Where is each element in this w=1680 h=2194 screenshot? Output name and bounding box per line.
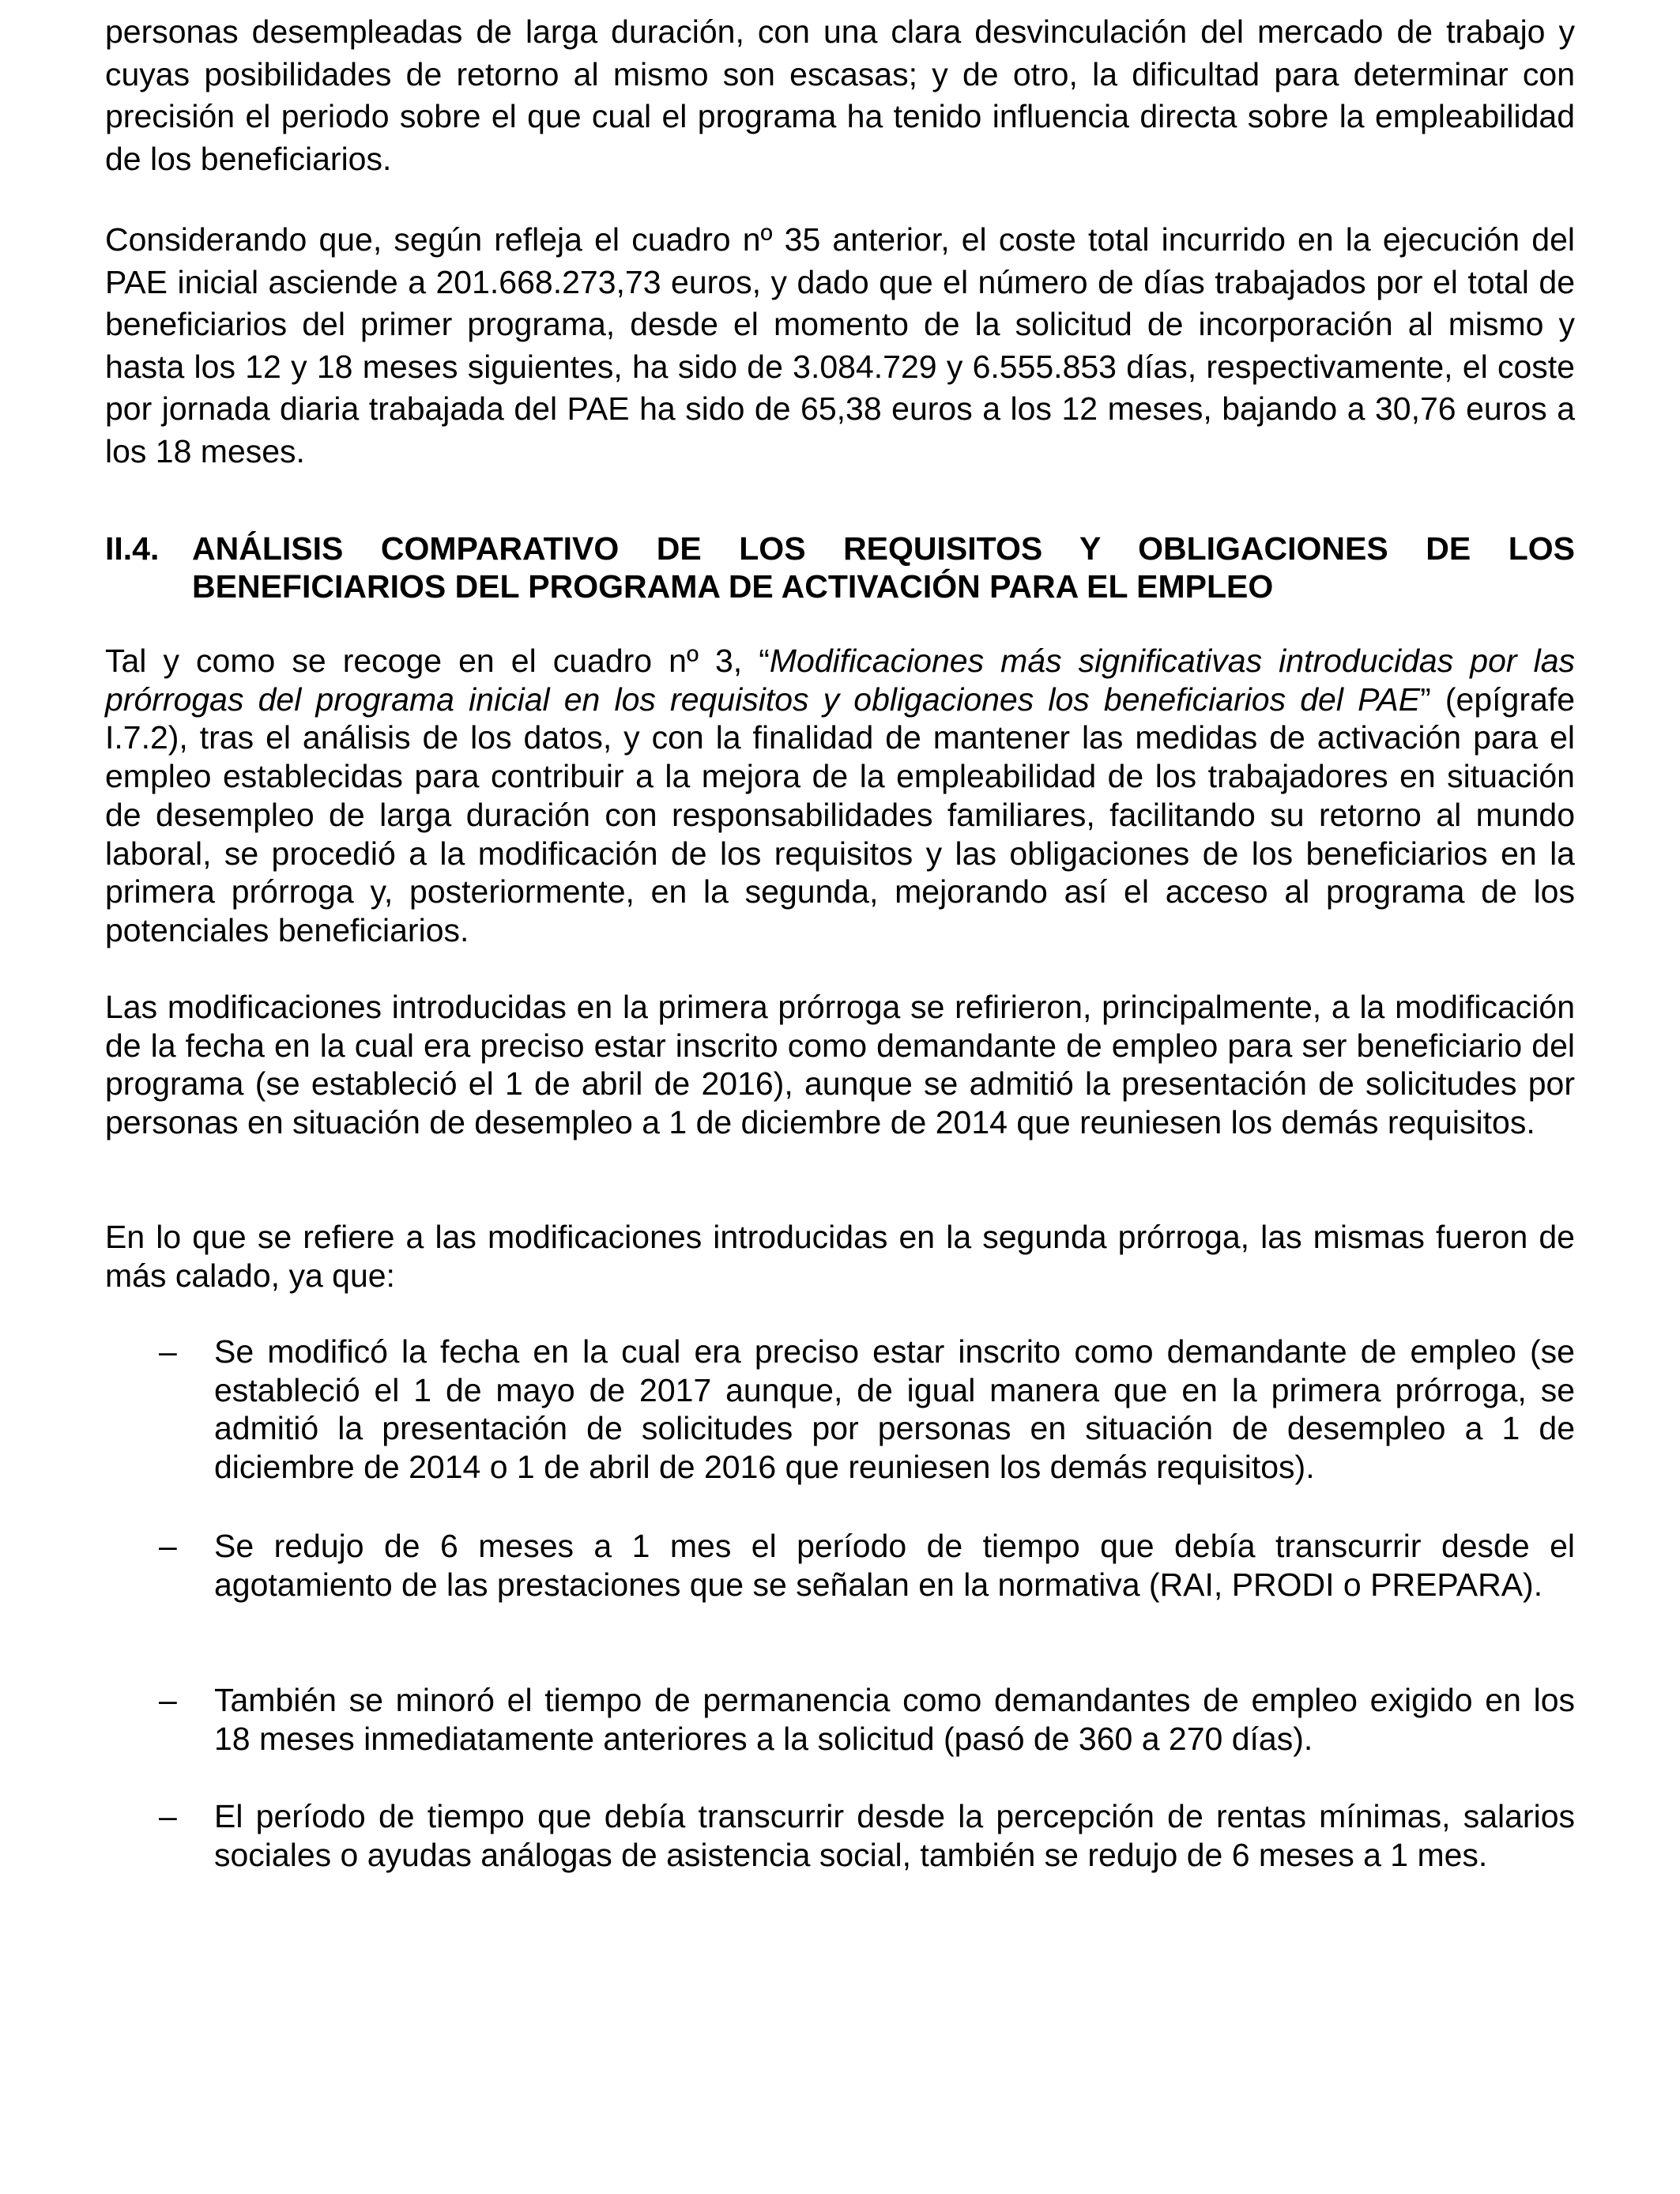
section-title-line-2: BENEFICIARIOS DEL PROGRAMA DE ACTIVACIÓN PARA EL EMPLEO: [192, 568, 1274, 605]
list-item-text: También se minoró el tiempo de permanencia como demandantes de empleo exigido en los 18 meses inmediatamente anteriores a la solicitud (pasó de 360 a 270 días).: [214, 1682, 1575, 1757]
paragraph-5: En lo que se refiere a las modificaciones introducidas en la segunda prórroga, las mismas fueron de más calado, ya que:: [105, 1219, 1575, 1294]
paragraph-3-italic-title: Modificaciones más significativas introducidas por las prórrogas del programa inicial en los requisitos y obligaciones los beneficiarios del PAE: [105, 643, 1575, 718]
list-item-text: Se modificó la fecha en la cual era preciso estar inscrito como demandante de empleo (se estableció el 1 de mayo de 2017 aunque, de igual manera que en la primera prórroga, se admitió la presentación de solicitudes por personas en situación de desempleo a 1 de diciembre de 2014 o 1 de abril de 2016 que reuniesen los demás requisitos).: [214, 1333, 1575, 1486]
paragraph-3: [105, 642, 1575, 950]
list-item: [105, 1797, 1575, 1874]
paragraph-4: Las modificaciones introducidas en la primera prórroga se refirieron, principalmente, a la modificación de la fecha en la cual era preciso estar inscrito como demandante de empleo para ser beneficiario del programa (se estableció el 1 de abril de 2016), aunque se admitió la presentación de solicitudes por personas en situación de desempleo a 1 de diciembre de 2014 que reuniesen los demás requisitos.: [105, 989, 1575, 1141]
list-bullet: –: [159, 1682, 177, 1718]
section-title-line-1: ANÁLISIS COMPARATIVO DE LOS REQUISITOS Y OBLIGACIONES DE LOS: [192, 530, 1575, 567]
list-bullet: –: [159, 1333, 177, 1370]
paragraph-3-rest: ” (epígrafe I.7.2), tras el análisis de los datos, y con la finalidad de mantener las medidas de activación para el empleo establecidas para contribuir a la mejora de la empleabilidad de los trabajadores en situación de desempleo de larga duración con responsabilidades familiares, facilitando su retorno al mundo laboral, se procedió a la modificación de los requisitos y las obligaciones de los beneficiarios en la primera prórroga y, posteriormente, en la segunda, mejorando así el acceso al programa de los potenciales beneficiarios.: [105, 680, 1576, 948]
list-item-text: El período de tiempo que debía transcurrir desde la percepción de rentas mínimas, salarios sociales o ayudas análogas de asistencia social, también se redujo de 6 meses a 1 mes.: [214, 1798, 1575, 1873]
paragraph-2: Considerando que, según refleja el cuadro nº 35 anterior, el coste total incurrido en la ejecución del PAE inicial asciende a 201.668.273,73 euros, y dado que el número de días trabajados por el total de beneficiarios del primer programa, desde el momento de la solicitud de incorporación al mismo y hasta los 12 y 18 meses siguientes, ha sido de 3.084.729 y 6.555.853 días, respectivamente, el coste por jornada diaria trabajada del PAE ha sido de 65,38 euros a los 12 meses, bajando a 30,76 euros a los 18 meses.: [105, 221, 1575, 469]
section-number: II.4.: [105, 530, 160, 567]
list-item: [105, 1527, 1575, 1604]
list-item: [105, 1333, 1575, 1487]
list-item: [105, 1681, 1575, 1758]
list-item-text: Se redujo de 6 meses a 1 mes el período de tiempo que debía transcurrir desde el agotamiento de las prestaciones que se señalan en la normativa (RAI, PRODI o PREPARA).: [214, 1528, 1575, 1603]
section-title: [192, 530, 1575, 605]
paragraph-3-lead: Tal y como se recoge en el cuadro nº 3, “: [105, 643, 770, 679]
list-bullet: –: [159, 1798, 177, 1834]
section-heading: [105, 530, 1575, 605]
list-bullet: –: [159, 1528, 177, 1564]
paragraph-1: personas desempleadas de larga duración, con una clara desvinculación del mercado de trabajo y cuyas posibilidades de retorno al mismo son escasas; y de otro, la dificultad para determinar con precisión el periodo sobre el que cual el programa ha tenido influencia directa sobre la empleabilidad de los beneficiarios.: [105, 13, 1575, 177]
